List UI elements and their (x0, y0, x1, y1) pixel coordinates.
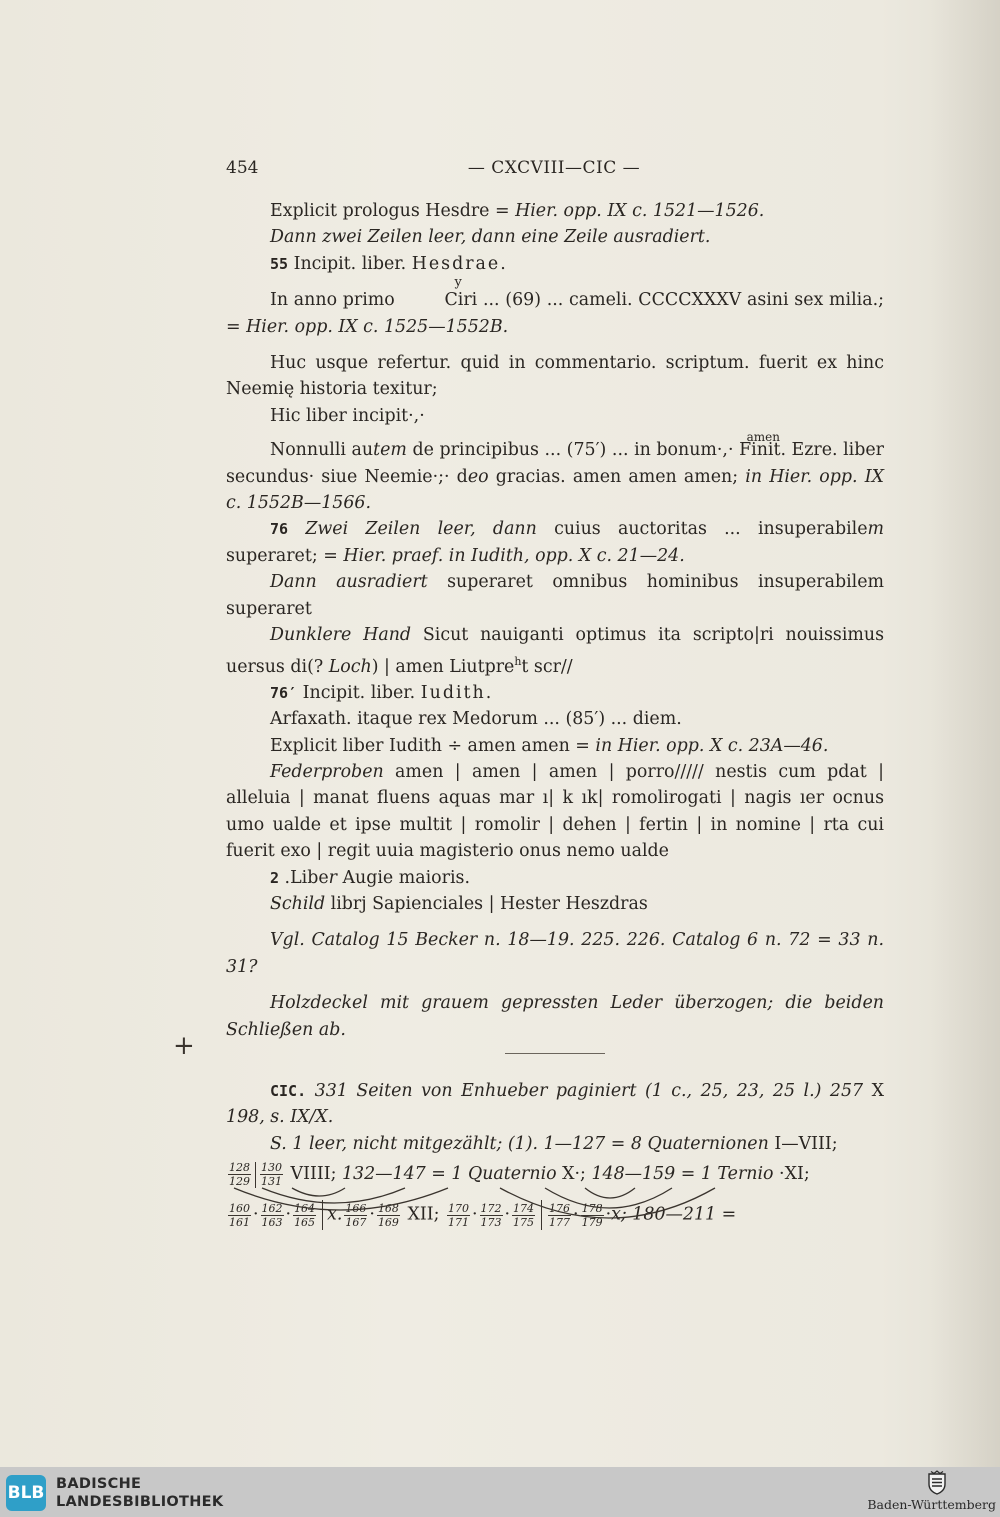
blb-name[interactable]: BADISCHE LANDESBIBLIOTHEK (56, 1476, 224, 1510)
paragraph-cic-heading: CIC. 331 Seiten von Enhueber paginiert (1 c., 25, 23, 25 l.) 257 X 198, s. IX/X. (226, 1080, 884, 1128)
superscript-amen: amen (746, 430, 780, 445)
paragraph-holzdeckel: Holzdeckel mit grauem gepressten Leder überzogen; die beiden Schließen ab. (226, 993, 884, 1040)
line-incipit-hesdrae: 55 Incipit. liber. Hesdrae. (270, 253, 508, 274)
paragraph-huc-usque: Huc usque refertur. quid in commentario. scriptum. fuerit ex hinc Neemię historia texitur; (226, 353, 884, 400)
fraction-170-171: $\frac{170}{171}$ (447, 1201, 469, 1229)
running-title: — CXCVIII—CIC — (467, 158, 641, 178)
paragraph-in-anno-primo: In anno primo y Ciri ... (69) ... cameli. CCCCXXXV asini sex milia.; = Hier. opp. IX c. 1525—1552B. (226, 275, 884, 337)
paragraph-dann-ausradiert: Dann ausradiert superaret omnibus hominibus insuperabilem superaret (226, 572, 884, 619)
page-edge-shadow (930, 0, 1000, 1467)
paragraph-nonnulli: Nonnulli autem de principibus ... (75′) ... in bonum·,· Finit. Ezre. liber secundus· siue Neemie·;· deo gracias. amen amen amen; in Hier. opp. IX c. 1552B—1566. (226, 440, 884, 514)
separator-bar (322, 1200, 323, 1230)
line-s1-leer: S. 1 leer, nicht mitgezählt; (1). 1—127 = 8 Quaternionen I—VIII; (270, 1133, 838, 1154)
line-incipit-iudith: 76′ Incipit. liber. Iudith. (270, 682, 494, 703)
section-divider (505, 1053, 605, 1054)
line-schild: Schild librj Sapienciales | Hester Heszdras (270, 893, 648, 914)
paragraph-vgl-catalog: Vgl. Catalog 15 Becker n. 18—19. 225. 226. Catalog 6 n. 72 = 33 n. 31? (226, 930, 884, 977)
fraction-166-167: $\frac{166}{167}$ (345, 1201, 367, 1229)
fraction-176-177: $\frac{176}{177}$ (549, 1201, 571, 1229)
margin-plus-mark: + (173, 1031, 195, 1061)
separator-bar (541, 1200, 542, 1230)
fraction-164-165: $\frac{164}{165}$ (294, 1201, 316, 1229)
line-collation-formula: $\frac{160}{161}$ · $\frac{162}{163}$ · $\frac{164}{165}$ x. $\frac{166}{167}$ · $\frac{168}{169}$ XII; $\frac{170}{171}$ · $\frac{172}{173}$ · $\frac{174}{175}$ $\frac{176}{177}$ · $\frac{178}{179}$ ·x; 180—211 = (229, 1201, 737, 1229)
paragraph-federproben: Federproben amen | amen | amen | porro///// nestis cum pdat | alleluia | manat fluens aquas mar ı| k ık| romolirogati | nagis ıer ocnus umo ualde et ipse multit | romolir | dehen | fertin | in nomine | rta cui fuerit exo | regit uuia magisterio onus nemo ualde (226, 761, 884, 862)
fraction-174-175: $\frac{174}{175}$ (513, 1201, 535, 1229)
line-explicit-prologus: Explicit prologus Hesdre = Hier. opp. IX c. 1521—1526. (270, 201, 765, 221)
paragraph-dunklere-hand: Dunklere Hand Sicut nauiganti optimus ita scripto|ri nouissimus uersus di(? Loch) | amen Liutpre$^h$t scr// (226, 625, 884, 677)
fraction-128-129: $\frac{128}{129}$ (229, 1161, 250, 1189)
baden-wuerttemberg-crest-icon (926, 1470, 948, 1496)
page-header (226, 158, 882, 184)
page-number: 454 (226, 158, 259, 178)
line-arfaxath: Arfaxath. itaque rex Medorum ... (85′) ... diem. (270, 709, 682, 730)
blb-logo[interactable]: BLB (6, 1475, 46, 1511)
line-fraction-128: $\frac{128}{129}$ $\frac{130}{131}$ VIIII; 132—147 = 1 Quaternio X·; 148—159 = 1 Ternio ·XI; (229, 1161, 810, 1189)
fraction-168-169: $\frac{168}{169}$ (377, 1201, 399, 1229)
fraction-162-163: $\frac{162}{163}$ (261, 1201, 283, 1229)
line-hic-liber: Hic liber incipit·,· (270, 405, 425, 426)
line-liber-augie: 2 .Liber Augie maioris. (270, 867, 470, 888)
fraction-160-161: $\frac{160}{161}$ (229, 1201, 250, 1229)
text-body (226, 198, 884, 1230)
fraction-172-173: $\frac{172}{173}$ (480, 1201, 502, 1229)
line-explicit-iudith: Explicit liber Iudith ÷ amen amen = in Hier. opp. X c. 23A—46. (270, 735, 829, 756)
paragraph-76-zwei-zeilen: 76 Zwei Zeilen leer, dann cuius auctoritas ... insuperabilem superaret; = Hier. praef. in Iudith, opp. X c. 21—24. (226, 519, 884, 566)
separator-bar (255, 1162, 256, 1188)
library-footer (0, 1467, 1000, 1517)
fraction-130-131: $\frac{130}{131}$ (261, 1161, 282, 1189)
fraction-178-179: $\frac{178}{179}$ (581, 1201, 603, 1229)
baden-wuerttemberg-name[interactable]: Baden-Württemberg (867, 1497, 996, 1512)
line-dann-zwei-zeilen: Dann zwei Zeilen leer, dann eine Zeile ausradiert. (270, 227, 711, 248)
